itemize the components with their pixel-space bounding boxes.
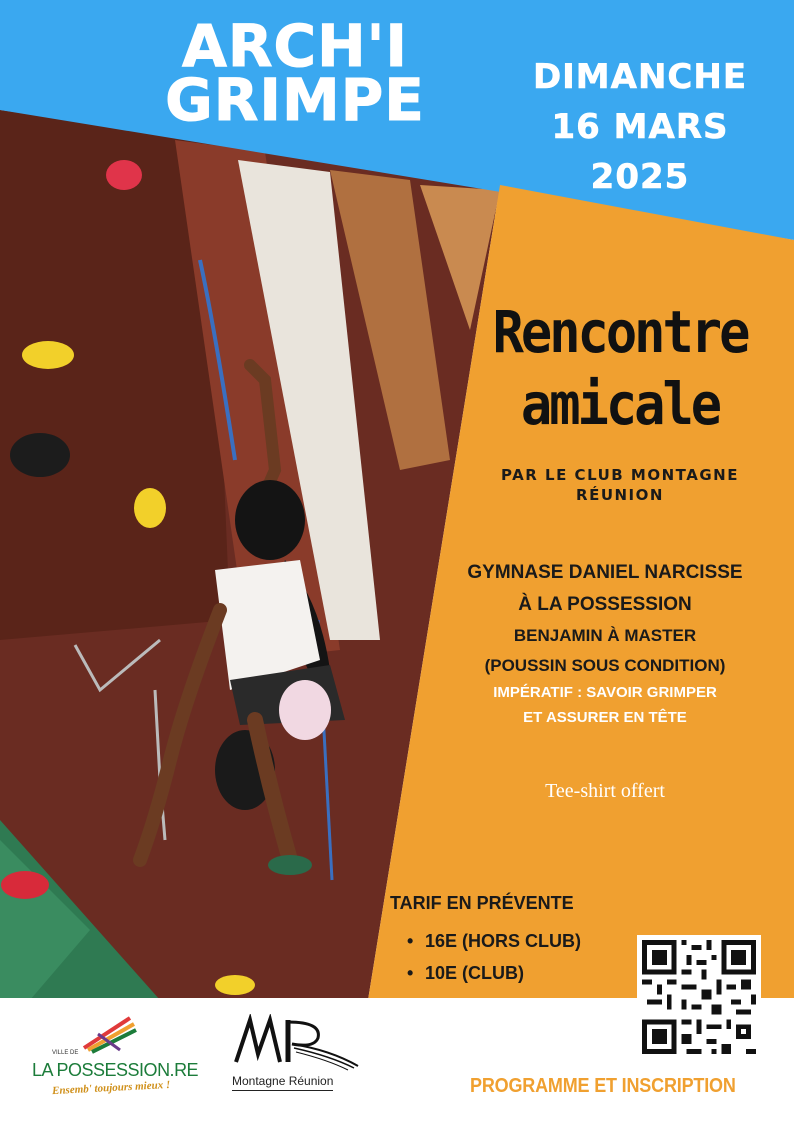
pricing-item: • 16E (HORS CLUB) (407, 931, 582, 951)
hold-pink (106, 160, 142, 190)
hold-yellow-2 (134, 488, 166, 528)
requirement-line-1: IMPÉRATIF : SAVOIR GRIMPER (493, 684, 717, 701)
organizer-line-1: PAR LE CLUB MONTAGNE (501, 466, 739, 484)
pricing-item-label: 10E (CLUB) (425, 963, 525, 983)
city-prefix: VILLE DE (52, 1050, 79, 1056)
pricing-list (407, 925, 581, 989)
title-line-2: GRIMPE (165, 66, 425, 134)
title-line-1: ARCH'I (182, 12, 408, 80)
headline-line-1: Rencontre (492, 299, 748, 367)
hold-yellow (22, 341, 74, 369)
town: À LA POSSESSION (518, 594, 692, 615)
city-logo (24, 1010, 204, 1110)
club-name: Montagne Réunion (232, 1074, 333, 1091)
venue: GYMNASE DANIEL NARCISSE (467, 562, 743, 583)
headline (460, 297, 780, 440)
date-weekday: DIMANCHE (532, 57, 748, 97)
gift-text: Tee-shirt offert (545, 780, 665, 802)
date-year: 2025 (590, 157, 690, 197)
hold-red (1, 871, 49, 899)
pricing-item-label: 16E (HORS CLUB) (425, 931, 582, 951)
club-logo (226, 1010, 366, 1110)
hold-yellow-3 (215, 975, 255, 995)
city-slogan: Ensemb' toujours mieux ! (51, 1078, 171, 1098)
club-logo-mark-icon (230, 1014, 360, 1072)
categories: BENJAMIN À MASTER (513, 626, 697, 645)
date-day-month: 16 MARS (551, 107, 729, 147)
organizer (475, 465, 765, 505)
organizer-line-2: RÉUNION (576, 486, 664, 504)
hold-black (10, 433, 70, 477)
categories-condition: (POUSSIN SOUS CONDITION) (484, 656, 726, 675)
city-name: LA POSSESSION.RE (32, 1060, 199, 1080)
program-registration-link[interactable]: PROGRAMME ET INSCRIPTION (470, 1075, 736, 1097)
city-logo-mark-icon (80, 1014, 140, 1054)
requirement-line-2: ET ASSURER EN TÊTE (523, 709, 687, 726)
pricing-item: • 10E (CLUB) (407, 963, 525, 983)
qr-code[interactable] (637, 935, 761, 1059)
pricing-title: TARIF EN PRÉVENTE (390, 893, 574, 913)
headline-line-2: amicale (520, 371, 720, 439)
